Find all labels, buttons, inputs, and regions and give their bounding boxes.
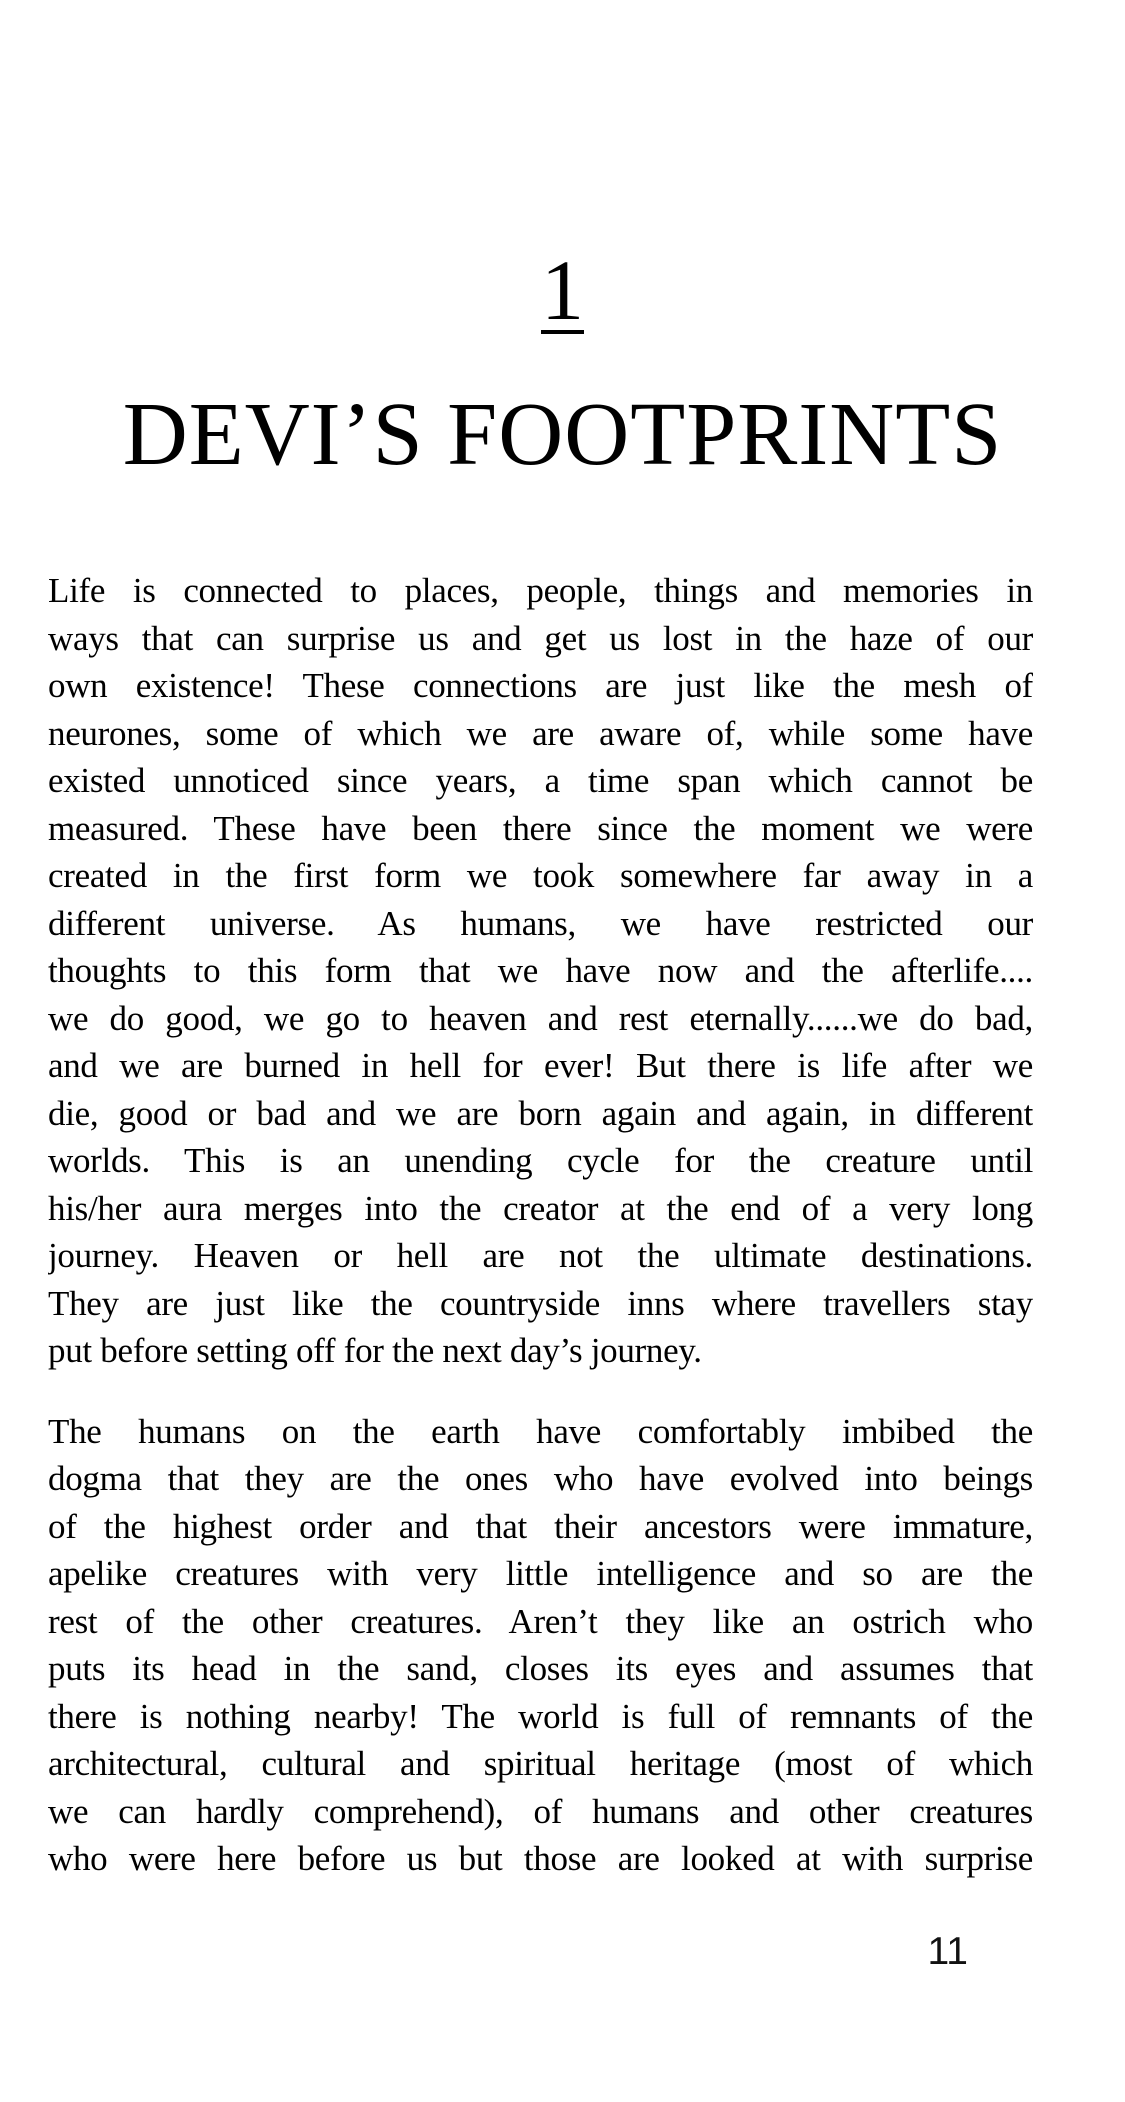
text-line: put before setting off for the next day’s journey. <box>48 1331 702 1370</box>
text-line: rest of the other creatures. Aren’t they like an ostrich who <box>48 1601 1033 1641</box>
text-line: The humans on the earth have comfortably imbibed the <box>48 1411 1033 1451</box>
text-line: measured. These have been there since the moment we were <box>48 808 1033 848</box>
page-number: 11 <box>927 1930 968 1973</box>
paragraph <box>48 1408 1033 1883</box>
text-line: own existence! These connections are just like the mesh of <box>48 666 1033 705</box>
text-line: ways that can surprise us and get us lost in the haze of our <box>48 618 1033 658</box>
text-line: we can hardly comprehend), of humans and other creatures <box>48 1791 1033 1831</box>
text-line: dogma that they are the ones who have evolved into beings <box>48 1459 1033 1498</box>
text-line: of the highest order and that their ancestors were immature, <box>48 1506 1033 1546</box>
paragraph <box>48 567 1033 1375</box>
text-line: we do good, we go to heaven and rest eternally......we do bad, <box>48 998 1033 1038</box>
text-line: thoughts to this form that we have now and the afterlife.... <box>48 951 1033 990</box>
text-line: worlds. This is an unending cycle for the creature until <box>48 1141 1033 1180</box>
text-line: created in the first form we took somewhere far away in a <box>48 856 1033 895</box>
text-line: existed unnoticed since years, a time span which cannot be <box>48 761 1033 800</box>
text-line: They are just like the countryside inns where travellers stay <box>48 1283 1033 1323</box>
text-line: there is nothing nearby! The world is full of remnants of the <box>48 1696 1033 1736</box>
chapter-title: DEVI’S FOOTPRINTS <box>122 385 1003 484</box>
text-line: and we are burned in hell for ever! But there is life after we <box>48 1046 1033 1085</box>
text-line: neurones, some of which we are aware of, while some have <box>48 713 1033 753</box>
text-line: who were here before us but those are looked at with surprise <box>48 1839 1033 1878</box>
text-line: die, good or bad and we are born again and again, in different <box>48 1093 1033 1133</box>
chapter-number <box>0 240 1125 340</box>
text-line: apelike creatures with very little intelligence and so are the <box>48 1554 1033 1593</box>
text-line: architectural, cultural and spiritual heritage (most of which <box>48 1744 1033 1783</box>
text-line: journey. Heaven or hell are not the ultimate destinations. <box>48 1236 1033 1275</box>
body-text <box>48 567 1033 1883</box>
text-line: Life is connected to places, people, things and memories in <box>48 571 1033 610</box>
text-line: different universe. As humans, we have restricted our <box>48 903 1033 943</box>
text-line: puts its head in the sand, closes its eyes and assumes that <box>48 1649 1033 1688</box>
chapter-number-text: 1 <box>541 242 584 338</box>
text-line: his/her aura merges into the creator at the end of a very long <box>48 1188 1033 1228</box>
